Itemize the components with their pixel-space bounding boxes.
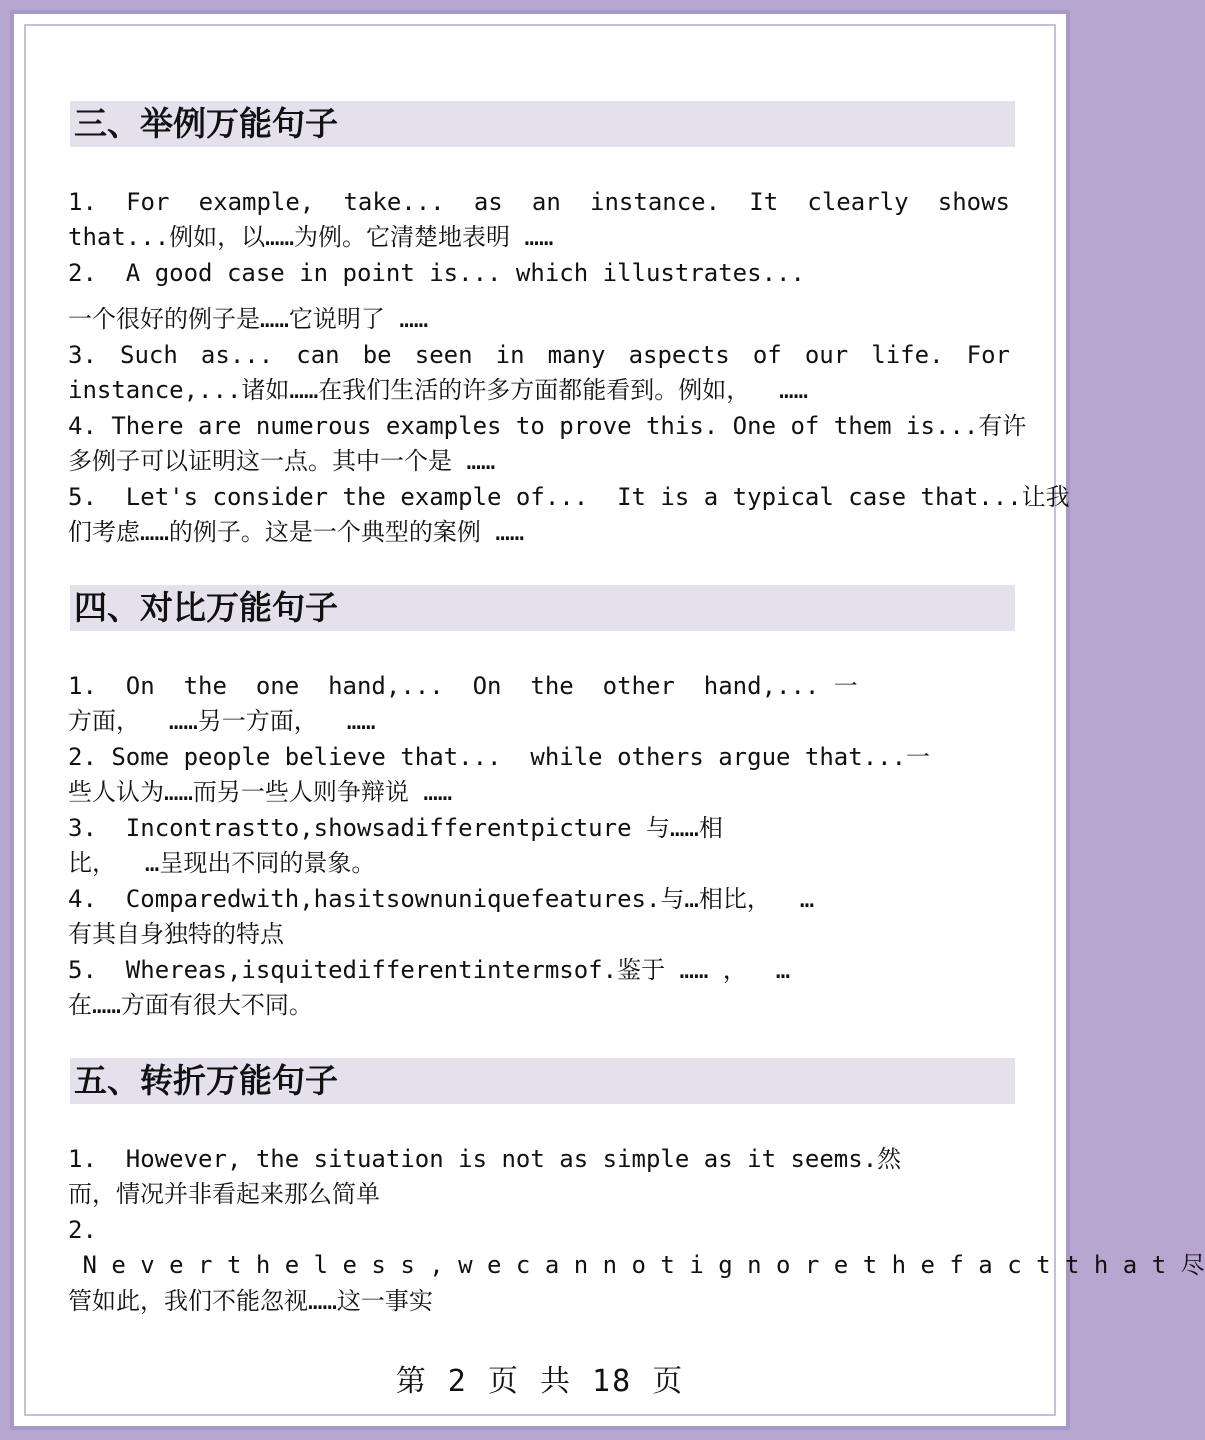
section-heading-contrast: 四、对比万能句子 xyxy=(70,585,1015,631)
page-number-footer: 第 2 页 共 18 页 xyxy=(395,1364,685,1399)
text-line: 1. However, the situation is not as simple as it seems.然 xyxy=(68,1145,902,1173)
section-heading-transition: 五、转折万能句子 xyxy=(70,1058,1015,1104)
text-line: 1. For example, take... as an instance. It clearly shows xyxy=(68,188,1010,216)
text-line: instance,...诸如……在我们生活的许多方面都能看到。例如， …… xyxy=(68,376,809,404)
text-line: 5. Whereas,isquitedifferentintermsof.鉴于 …… ， … xyxy=(68,956,791,984)
text-line: 而，情况并非看起来那么简单 xyxy=(68,1180,380,1208)
text-line: 多例子可以证明这一点。其中一个是 …… xyxy=(68,447,496,475)
text-line: 些人认为……而另一些人则争辩说 …… xyxy=(68,778,453,806)
text-line: 2. Some people believe that... while others argue that...一 xyxy=(68,743,931,771)
text-line: 3. Such as... can be seen in many aspects of our life. For xyxy=(68,341,1010,369)
text-line: that...例如，以……为例。它清楚地表明 …… xyxy=(68,223,554,251)
text-line: 有其自身独特的特点 xyxy=(68,920,284,948)
text-line: 2. A good case in point is... which illustrates... xyxy=(68,259,805,287)
text-line: 3. Incontrastto,showsadifferentpicture 与……相 xyxy=(68,814,723,842)
text-line: 1. On the one hand,... On the other hand,... 一 xyxy=(68,672,858,700)
text-line: 一个很好的例子是……它说明了 …… xyxy=(68,305,429,333)
text-line: 5. Let's consider the example of... It is a typical case that...让我 xyxy=(68,483,1070,511)
text-line: 管如此，我们不能忽视……这一事实 xyxy=(68,1287,433,1315)
text-line: 们考虑……的例子。这是一个典型的案例 …… xyxy=(68,518,525,546)
text-line: 2. xyxy=(68,1216,97,1244)
text-line: 4. There are numerous examples to prove this. One of them is...有许 xyxy=(68,412,1027,440)
text-line: 方面， ……另一方面， …… xyxy=(68,707,376,735)
section-heading-examples: 三、举例万能句子 xyxy=(70,101,1015,147)
text-line: 4. Comparedwith,hasitsownuniquefeatures.与…相比， … xyxy=(68,885,815,913)
text-line: 比， …呈现出不同的景象。 xyxy=(68,849,376,877)
text-line: 在……方面有很大不同。 xyxy=(68,991,313,1019)
text-line: N e v e r t h e l e s s , w e c a n n o t i g n o r e t h e f a c t t h a t 尽 xyxy=(68,1251,1205,1279)
